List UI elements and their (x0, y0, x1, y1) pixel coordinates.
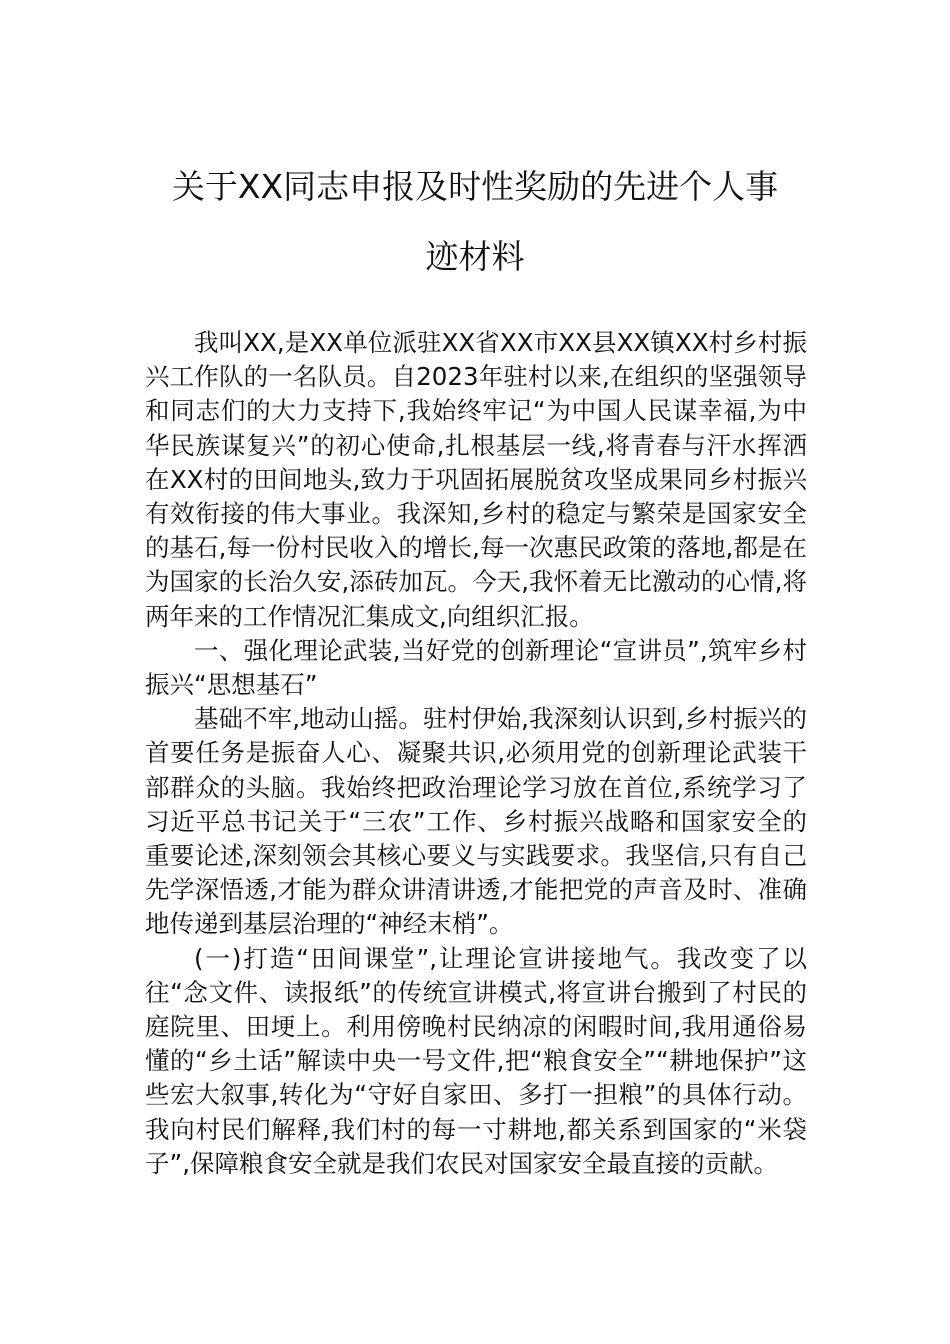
paragraph-section-1-intro: 基础不牢,地动山摇。驻村伊始,我深刻认识到,乡村振兴的首要任务是振奋人心、凝聚共识,必须用党的创新理论武装干部群众的头脑。我始终把政治理论学习放在首位,系统学习了习近平总书记关于“三农”工作、乡村振兴战略和国家安全的重要论述,深刻领会其核心要义与实践要求。我坚信,只有自己先学深悟透,才能为群众讲清讲透,才能把党的声音及时、准确地传递到基层治理的“神经末梢”。 (145, 704, 807, 939)
paragraph-subsection-1: (一)打造“田间课堂”,让理论宣讲接地气。我改变了以往“念文件、读报纸”的传统宣讲模式,将宣讲台搬到了村民的庭院里、田埂上。利用傍晚村民纳凉的闲暇时间,我用通俗易懂的“乡土话”解读中央一号文件,把“粮食安全”“耕地保护”这些宏大叙事,转化为“守好自家田、多打一担粮”的具体行动。我向村民们解释,我们村的每一寸耕地,都关系到国家的“米袋子”,保障粮食安全就是我们农民对国家安全最直接的贡献。 (145, 943, 807, 1178)
paragraph-introduction: 我叫XX,是XX单位派驻XX省XX市XX县XX镇XX村乡村振兴工作队的一名队员。自2023年驻村以来,在组织的坚强领导和同志们的大力支持下,我始终牢记“为中国人民谋幸福,为中华民族谋复兴”的初心使命,扎根基层一线,将青春与汗水挥洒在XX村的田间地头,致力于巩固拓展脱贫攻坚成果同乡村振兴有效衔接的伟大事业。我深知,乡村的稳定与繁荣是国家安全的基石,每一份村民收入的增长,每一次惠民政策的落地,都是在为国家的长治久安,添砖加瓦。今天,我怀着无比激动的心情,将两年来的工作情况汇集成文,向组织汇报。 (145, 328, 807, 631)
document-title-line-2: 迹材料 (425, 237, 525, 276)
section-heading-1: 一、强化理论武装,当好党的创新理论“宣讲员”,筑牢乡村振兴“思想基石” (145, 635, 807, 700)
document-body (145, 326, 807, 1181)
document-title-line-1: 关于XX同志申报及时性奖励的先进个人事 (171, 167, 779, 206)
